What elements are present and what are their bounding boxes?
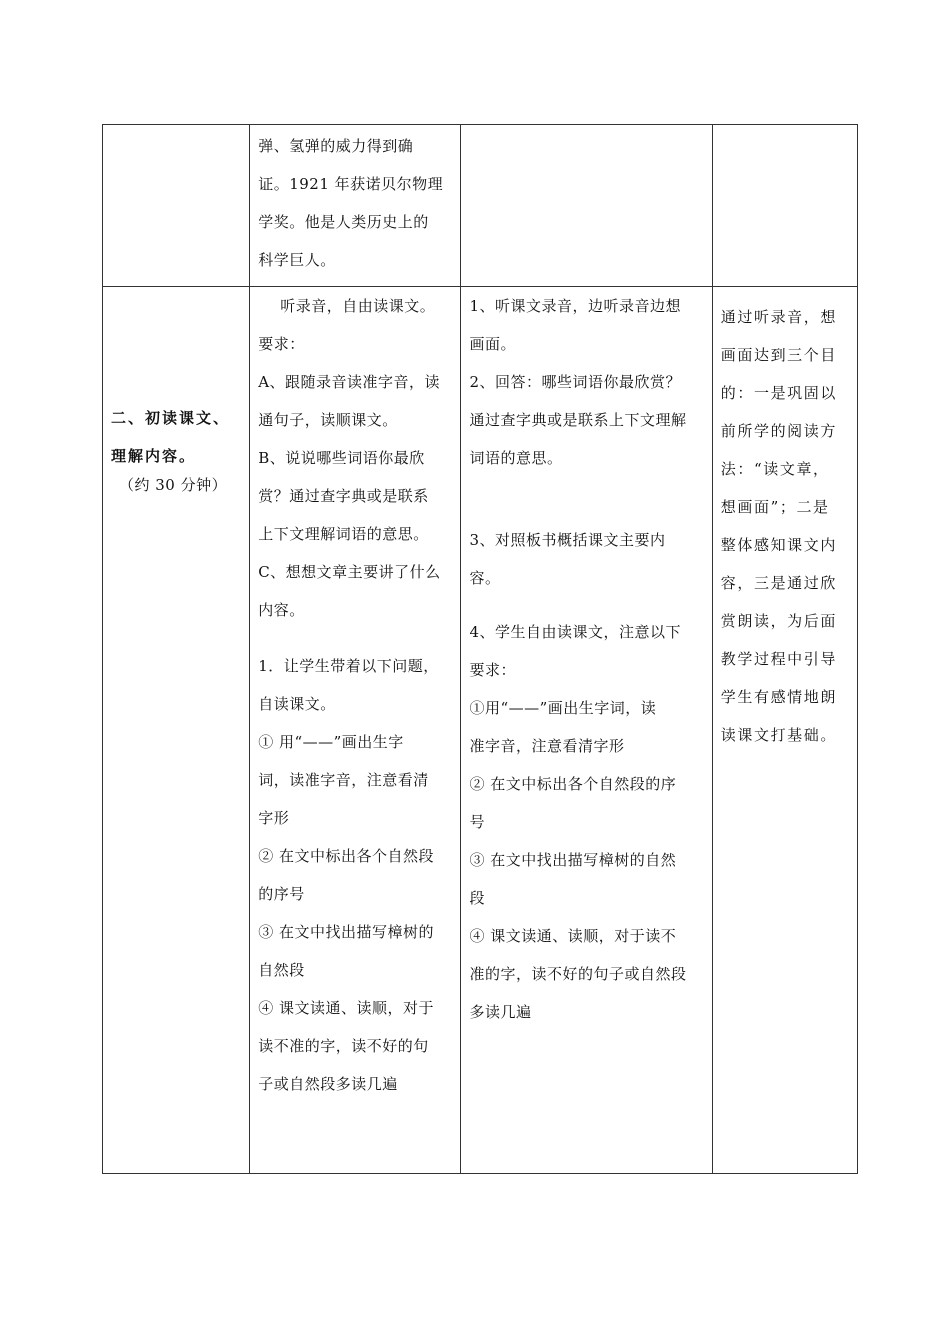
text-line: 画面。 [469,335,516,353]
text-line: 多读几遍 [469,1003,532,1021]
text-line: 要求： [258,335,305,353]
text-line: ② 在文中标出各个自然段 [258,847,434,865]
table-row [103,125,858,287]
text-line: 法：“读文章， [720,460,830,478]
text-line: 内容。 [258,601,305,619]
text-line: 前所学的阅读方 [720,422,837,440]
text-line: 通句子，读顺课文。 [258,411,398,429]
text-line: ② 在文中标出各个自然段的序 [469,775,677,793]
text-line: 赏朗读，为后面 [720,612,837,630]
text-line: 上下文理解词语的意思。 [258,525,429,543]
teacher-activity-cell [250,287,461,1174]
section-duration: （约 30 分钟） [119,476,228,494]
text-line: 通过听录音，想 [720,308,837,326]
section-title-line: 二、初读课文、 [111,409,231,427]
text-line: 1、听课文录音，边听录音边想 [469,297,681,315]
section-cell [103,287,250,1174]
section-cell [103,125,250,287]
text-line: 2、回答：哪些词语你最欣赏？ [469,373,681,391]
text-line: 1．让学生带着以下问题， [258,657,439,675]
lesson-plan-table [102,124,858,1174]
text-line: 段 [469,889,485,907]
text-line: 容。 [469,569,501,587]
text-line: 子或自然段多读几遍 [258,1075,398,1093]
text-line: A、跟随录音读准字音，读 [258,373,441,391]
text-line: B、说说哪些词语你最欣 [258,449,425,467]
text-line: 读不准的字，读不好的句 [258,1037,429,1055]
text-line: 3、对照板书概括课文主要内 [469,531,666,549]
design-intent-cell [712,287,857,1174]
text-line: 听录音，自由读课文。 [280,297,436,315]
text-line: 字形 [258,809,290,827]
text-line: 弹、氢弹的威力得到确 [258,137,414,155]
text-line: 自然段 [258,961,305,979]
text-line: 准字音，注意看清字形 [469,737,625,755]
text-line: 的序号 [258,885,305,903]
section-title-line: 理解内容。 [111,447,197,465]
text-line: ① 用“——”画出生字 [258,733,404,751]
text-line: 读课文打基础。 [720,726,837,744]
text-line: 的：一是巩固以 [720,384,837,402]
student-activity-cell [461,125,712,287]
text-line: C、想想文章主要讲了什么 [258,563,441,581]
text-line: 科学巨人。 [258,251,336,269]
text-line: 整体感知课文内 [720,536,837,554]
design-intent-cell [712,125,857,287]
text-line: 学生有感情地朗 [720,688,837,706]
text-line: 容，三是通过欣 [720,574,837,592]
text-line: 画面达到三个目 [720,346,837,364]
text-line: 词语的意思。 [469,449,563,467]
text-line: 自读课文。 [258,695,336,713]
text-line: 证。1921 年获诺贝尔物理 [258,175,444,193]
text-line: 号 [469,813,485,831]
text-line: 赏？通过查字典或是联系 [258,487,429,505]
table-row [103,287,858,1174]
student-activity-cell [461,287,712,1174]
text-line: ③ 在文中找出描写樟树的自然 [469,851,677,869]
text-line: 教学过程中引导 [720,650,837,668]
text-line: 想画面”；二是 [720,498,830,516]
text-line: ④ 课文读通、读顺，对于读不 [469,927,677,945]
text-line: ①用“——”画出生字词，读 [469,699,657,717]
text-line: 要求： [469,661,516,679]
text-line: 准的字，读不好的句子或自然段 [469,965,687,983]
teacher-activity-cell [250,125,461,287]
text-line: ③ 在文中找出描写樟树的 [258,923,434,941]
text-line: 学奖。他是人类历史上的 [258,213,429,231]
text-line: 4、学生自由读课文，注意以下 [469,623,681,641]
text-line: 词，读准字音，注意看清 [258,771,429,789]
text-line: 通过查字典或是联系上下文理解 [469,411,687,429]
text-line: ④ 课文读通、读顺，对于 [258,999,434,1017]
